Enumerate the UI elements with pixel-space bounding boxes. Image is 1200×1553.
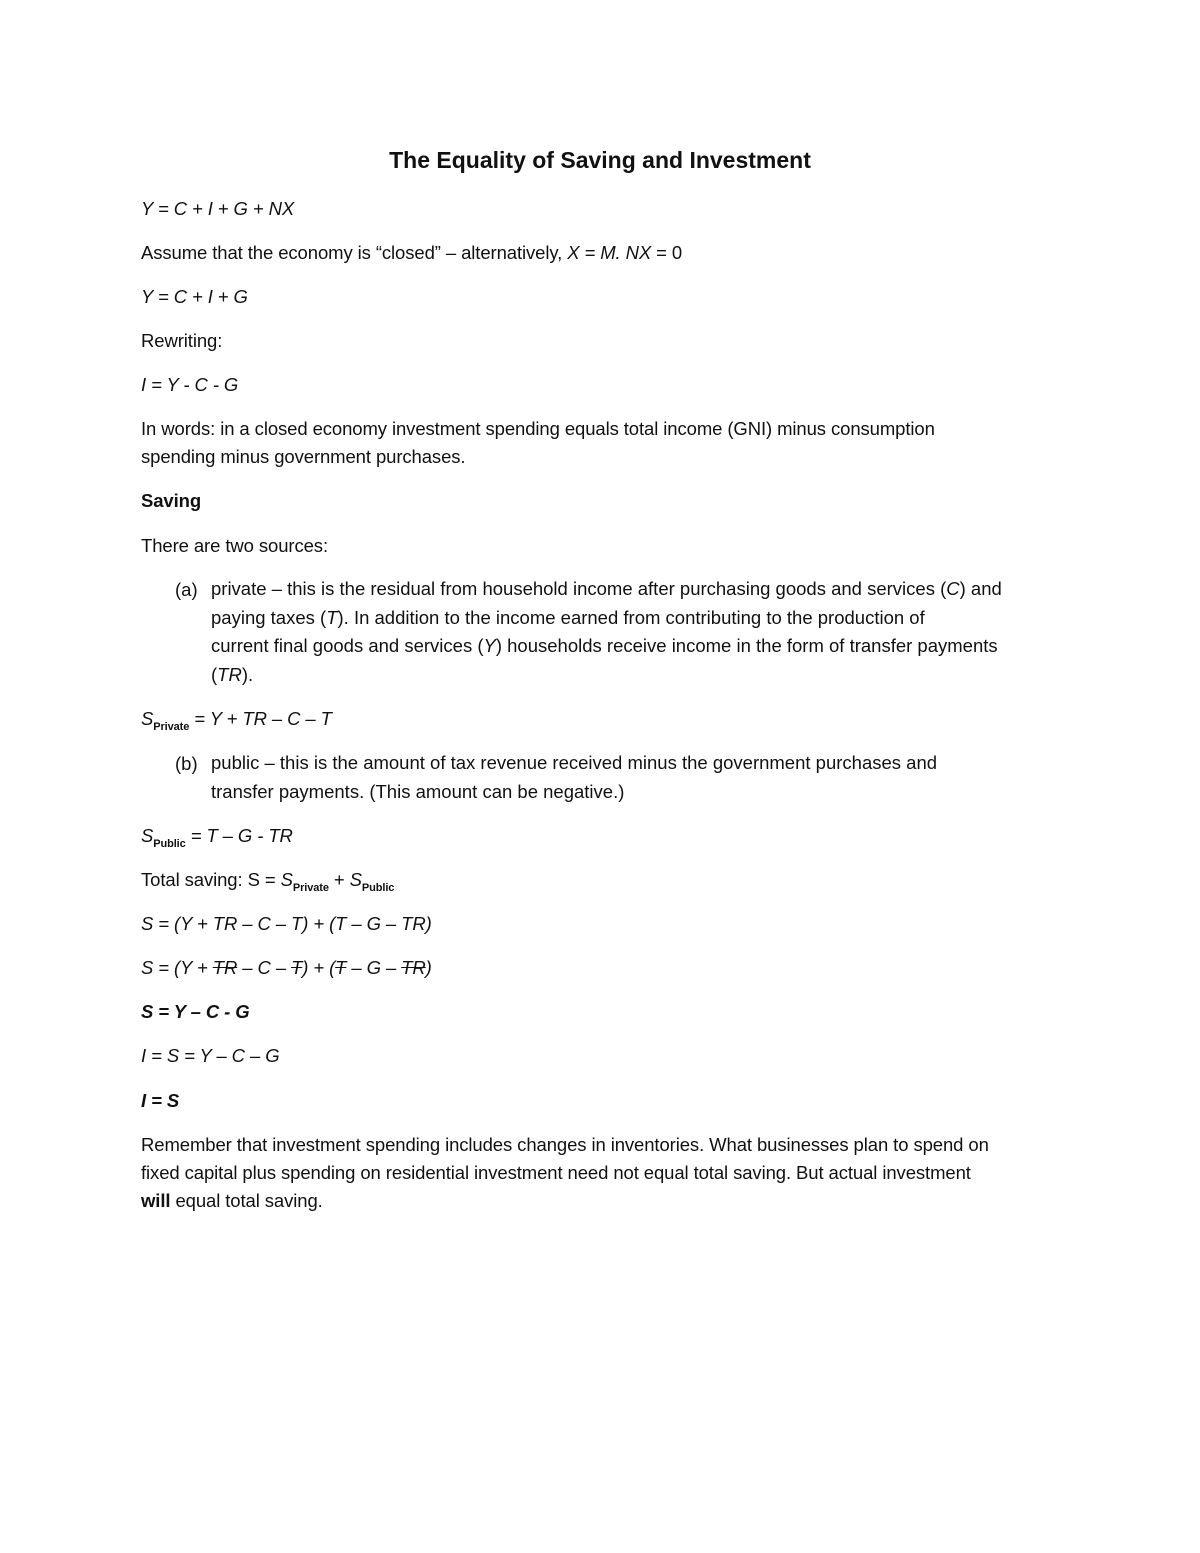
saving-heading: Saving: [141, 490, 202, 511]
item-a-line-4-pre: (: [211, 663, 218, 685]
public-saving-subscript: Public: [153, 838, 186, 850]
item-a-line-2-pre: paying taxes (: [211, 606, 327, 628]
item-b-line-1: public – this is the amount of tax revenue received minus the government purchases and: [211, 752, 938, 773]
total-saving-s2: S: [349, 869, 362, 890]
public-saving-symbol: S: [141, 825, 154, 846]
closed-economy-equation: X = M. NX: [567, 242, 652, 263]
item-a-line-2-post: ). In addition to the income earned from contributing to the production of: [337, 606, 925, 628]
item-b-label: (b): [175, 753, 198, 774]
equation-public-saving: [141, 826, 293, 849]
item-a-var-y: Y: [483, 635, 496, 656]
item-a-line-2: [211, 604, 1002, 633]
closed-economy-assumption: [141, 243, 682, 263]
closed-economy-text: Assume that the economy is “closed” – alternatively,: [141, 242, 568, 263]
item-a-var-tr: TR: [217, 663, 242, 685]
in-words-line-2: spending minus government purchases.: [141, 446, 466, 467]
item-a-label: (a): [175, 579, 198, 600]
total-saving-sub1: Private: [292, 882, 329, 894]
equation-investment-equals-saving: I = S = Y – C – G: [141, 1045, 280, 1066]
item-b-paragraph: [211, 749, 937, 806]
item-a-line-1-post: ) and: [959, 578, 1002, 599]
item-a-line-3: [211, 632, 1002, 661]
remember-will-bold: will: [141, 1190, 171, 1211]
equation-saving-result: S = Y – C - G: [141, 1001, 250, 1022]
cancel-part-1: S = (Y +: [141, 957, 213, 978]
cancelled-t-2: T: [335, 957, 347, 978]
cancel-part-5: ): [425, 957, 432, 978]
item-a-line-4: [211, 661, 1002, 690]
total-saving-s1: S: [280, 869, 293, 890]
total-saving-line: [141, 870, 394, 893]
equation-saving-cancelled: [141, 958, 432, 978]
private-saving-rhs: = Y + TR – C – T: [189, 708, 332, 729]
item-a-var-c: C: [946, 578, 960, 599]
rewriting-label: Rewriting:: [141, 330, 223, 351]
equation-private-saving: [141, 709, 332, 732]
item-a-line-4-post: ).: [241, 663, 254, 685]
remember-line-1: Remember that investment spending includes changes in inventories. What businesses plan to spend on: [141, 1134, 989, 1155]
public-saving-rhs: = T – G - TR: [185, 825, 293, 846]
in-words-line-1: In words: in a closed economy investment spending equals total income (GNI) minus consumption: [141, 418, 935, 439]
private-saving-subscript: Private: [153, 721, 190, 733]
page-title: The Equality of Saving and Investment: [389, 147, 811, 173]
equation-i-equals-s: I = S: [141, 1090, 180, 1111]
remember-line-2: fixed capital plus spending on residential investment need not equal total saving. But actual investment: [141, 1162, 971, 1183]
total-saving-label: Total saving: S =: [141, 869, 281, 890]
cancelled-t-1: T: [291, 957, 303, 978]
equation-saving-expanded: S = (Y + TR – C – T) + (T – G – TR): [141, 913, 432, 934]
item-a-line-1: [211, 575, 1002, 604]
remember-line-3: [141, 1191, 323, 1211]
item-a-paragraph: [211, 575, 1002, 689]
item-a-var-t: T: [326, 606, 338, 628]
total-saving-plus: +: [328, 869, 350, 890]
item-a-line-3-pre: current final goods and services (: [211, 635, 484, 656]
cancel-part-2: – C –: [237, 957, 292, 978]
closed-economy-equation-tail: = 0: [651, 242, 683, 263]
total-saving-sub2: Public: [361, 882, 395, 894]
item-a-line-1-pre: private – this is the residual from household income after purchasing goods and services (: [211, 578, 947, 599]
equation-investment: I = Y - C - G: [141, 374, 239, 395]
two-sources-text: There are two sources:: [141, 535, 328, 556]
cancel-part-3: ) + (: [302, 957, 336, 978]
item-a-line-3-post: ) households receive income in the form of transfer payments: [495, 635, 998, 656]
item-b-line-2: transfer payments. (This amount can be negative.): [211, 780, 625, 802]
equation-gdp-identity: Y = C + I + G + NX: [141, 198, 295, 219]
equation-closed-gdp: Y = C + I + G: [141, 286, 248, 307]
cancel-part-4: – G –: [346, 957, 402, 978]
private-saving-symbol: S: [141, 708, 154, 729]
remember-line-3-rest: equal total saving.: [170, 1190, 323, 1211]
cancelled-tr-2: TR: [401, 957, 426, 978]
cancelled-tr-1: TR: [212, 957, 238, 978]
